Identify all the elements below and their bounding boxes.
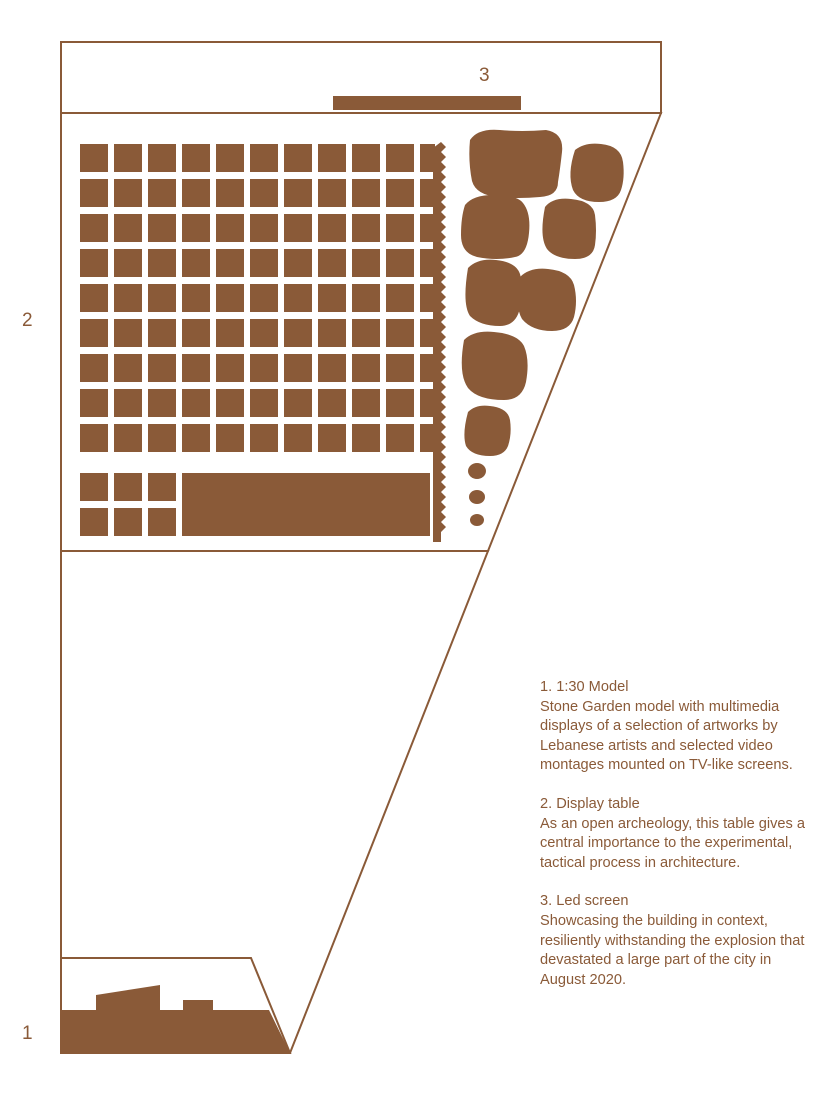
stone-9 — [468, 463, 486, 479]
legend-item-2-title: 2. Display table — [540, 795, 640, 812]
legend-item-2-body: As an open archeology, this table gives a central importance to the experimental, tactical process in architecture. — [540, 815, 806, 871]
callout-label-3: 3 — [479, 65, 490, 86]
led-screen-bar — [333, 96, 521, 110]
legend-item-1-body: Stone Garden model with multimedia displays of a selection of artworks by Lebanese artists and selected video montages mounted on TV-like screens. — [540, 698, 793, 774]
model-plinth — [61, 985, 290, 1053]
legend-item-1-title: 1. 1:30 Model — [540, 679, 629, 695]
callout-label-2: 2 — [22, 310, 33, 331]
stone-7 — [462, 332, 528, 400]
stone-2 — [570, 144, 623, 202]
stone-8 — [464, 406, 510, 456]
module-grid — [80, 144, 435, 536]
stone-5 — [465, 260, 522, 326]
stone-10 — [469, 490, 485, 504]
stone-6 — [517, 269, 576, 331]
stone-1 — [469, 130, 562, 198]
stone-cluster — [461, 130, 624, 526]
stone-11 — [470, 514, 484, 526]
legend-item-1 — [540, 678, 816, 776]
lower-zone-outline — [61, 551, 488, 1053]
legend-item-3 — [540, 892, 816, 990]
jagged-edge-strip — [433, 142, 446, 542]
stone-3 — [461, 195, 529, 259]
legend-item-3-body: Showcasing the building in context, resiliently withstanding the explosion that devastated a large part of the city in August 2020. — [540, 912, 805, 988]
stone-4 — [542, 199, 596, 259]
model-bar — [182, 473, 430, 536]
callout-label-1: 1 — [22, 1023, 33, 1044]
legend-item-2 — [540, 795, 816, 873]
legend-item-3-title: 3. Led screen — [540, 893, 629, 910]
legend — [540, 678, 816, 990]
